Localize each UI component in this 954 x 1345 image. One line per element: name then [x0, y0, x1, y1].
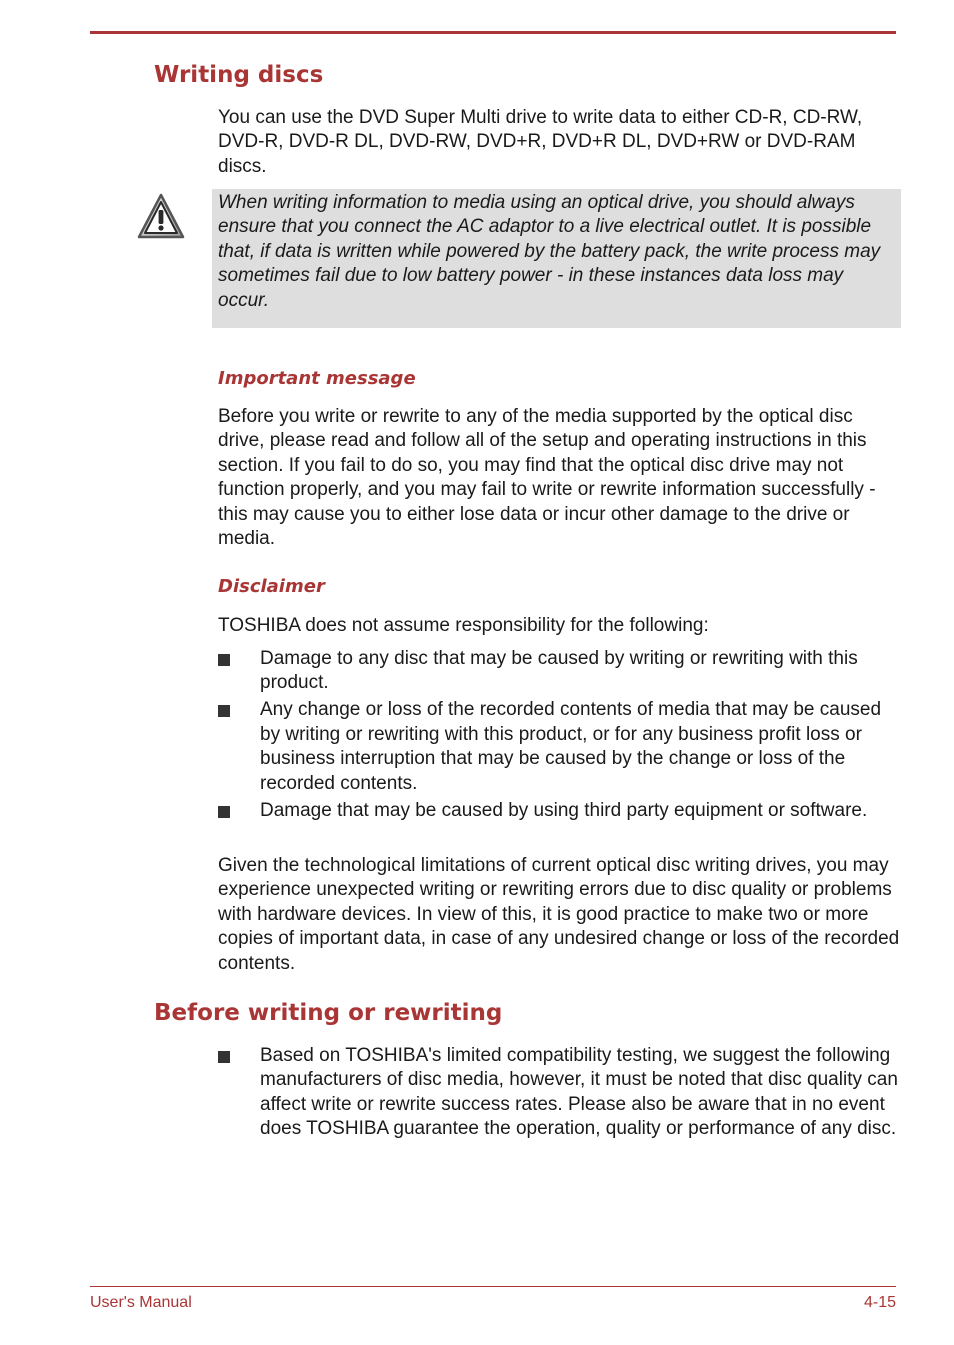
list-item-text: Damage that may be caused by using third party equipment or software. — [260, 799, 868, 821]
list-item — [218, 647, 898, 696]
writing-discs-intro: You can use the DVD Super Multi drive to write data to either CD-R, CD-RW, DVD-R, DVD-R DL, DVD-RW, DVD+R, DVD+R DL, DVD+RW or DVD-RAM discs. — [218, 107, 863, 177]
footer-page-number: 4-15 — [863, 1294, 896, 1311]
square-bullet-icon — [218, 1051, 230, 1063]
before-writing-list — [218, 1044, 898, 1144]
disclaimer-intro: TOSHIBA does not assume responsibility for the following: — [218, 615, 709, 636]
list-item — [218, 799, 898, 823]
square-bullet-icon — [218, 806, 230, 818]
square-bullet-icon — [218, 705, 230, 717]
disclaimer-list — [218, 647, 898, 826]
disclaimer-heading: Disclaimer — [218, 576, 325, 597]
warning-triangle-icon — [136, 192, 186, 242]
footer-manual-title: User's Manual — [90, 1294, 192, 1311]
square-bullet-icon — [218, 654, 230, 666]
warning-note-text: When writing information to media using an optical drive, you should always ensure that you connect the AC adaptor to a live electrical outlet. It is possible that, if data is written while powered by the battery pack, the write process may sometimes fail due to low battery power - in these instances data loss may occur. — [218, 192, 881, 311]
important-message-body: Before you write or rewrite to any of the media supported by the optical disc drive, please read and follow all of the setup and operating instructions in this section. If you fail to do so, you may find that the optical disc drive may not function properly, and you may fail to write or rewrite information successfully - this may cause you to either lose data or incur other damage to the drive or media. — [218, 406, 876, 550]
header-rule — [90, 31, 896, 34]
warning-note-box — [212, 189, 901, 328]
disclaimer-closing: Given the technological limitations of current optical disc writing drives, you may experience unexpected writing or rewriting errors due to disc quality or problems with hardware devices. In view of this, it is good practice to make two or more copies of important data, in case of any undesired change or loss of the recorded contents. — [218, 855, 900, 974]
list-item-text: Damage to any disc that may be caused by writing or rewriting with this product. — [260, 648, 858, 694]
section-title-writing-discs: Writing discs — [154, 62, 324, 88]
list-item — [218, 1044, 898, 1142]
important-message-heading: Important message — [218, 368, 416, 389]
footer-rule — [90, 1286, 896, 1287]
list-item — [218, 698, 898, 796]
list-item-text: Any change or loss of the recorded contents of media that may be caused by writing or rewriting with this product, or for any business profit loss or business interruption that may be caused by the change or loss of the recorded contents. — [260, 699, 882, 794]
list-item-text: Based on TOSHIBA's limited compatibility testing, we suggest the following manufacturers of disc media, however, it must be noted that disc quality can affect write or rewrite success rates. Please also be aware that in no event does TOSHIBA guarantee the operation, quality or performance of any disc. — [260, 1045, 898, 1140]
section-title-before-writing: Before writing or rewriting — [154, 1000, 503, 1026]
